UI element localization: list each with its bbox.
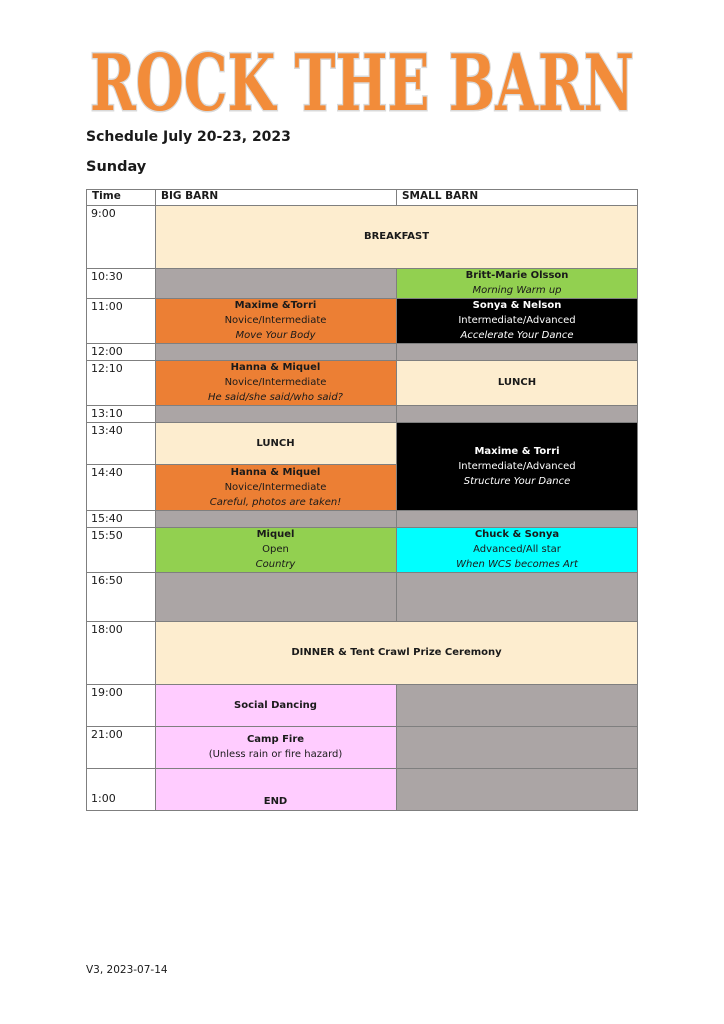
session-level: Intermediate/Advanced (458, 460, 576, 472)
time-label: 15:50 (91, 529, 123, 542)
schedule-title: Schedule July 20-23, 2023 (86, 129, 291, 145)
header-small-barn: SMALL BARN (402, 190, 479, 202)
session-name: Miquel (256, 529, 295, 540)
time-label: 19:00 (91, 686, 123, 699)
dinner-label: DINNER & Tent Crawl Prize Ceremony (291, 647, 502, 658)
gap-cell (396, 726, 638, 768)
session-name: Maxime & Torri (474, 445, 560, 457)
session-level: Open (262, 544, 289, 555)
session-title: Move Your Body (235, 330, 316, 341)
lunch-big-barn-cell (155, 422, 396, 464)
time-label: 11:00 (91, 300, 123, 313)
gap-cell (396, 572, 638, 621)
lunch-label: LUNCH (497, 377, 537, 388)
time-label: 12:10 (91, 362, 123, 375)
miquel-cell (155, 527, 396, 572)
sonya-nelson-cell (396, 298, 638, 343)
gap-cell (155, 405, 396, 422)
session-level: Novice/Intermediate (224, 377, 327, 388)
session-title: Structure Your Dance (463, 475, 571, 487)
gap-cell (155, 343, 396, 360)
session-level: Novice/Intermediate (224, 315, 327, 326)
time-label: 13:10 (91, 407, 123, 420)
day-title: Sunday (86, 159, 147, 175)
session-name: Hanna & Miquel (230, 466, 321, 478)
time-label: 18:00 (91, 623, 123, 636)
session-level: Intermediate/Advanced (458, 315, 576, 326)
svg-text:ROCK THE BARN: ROCK THE BARN (90, 40, 634, 118)
chuck-sonya-cell (396, 527, 638, 572)
gap-cell (396, 343, 638, 360)
gap-cell (155, 268, 396, 298)
session-title: He said/she said/who said? (208, 392, 343, 403)
session-level: Advanced/All star (473, 544, 561, 555)
time-label: 15:40 (91, 512, 123, 525)
gap-cell (396, 510, 638, 527)
header-big-barn: BIG BARN (161, 190, 219, 202)
britt-marie-cell (396, 268, 638, 298)
social-dancing-cell (155, 684, 396, 726)
maxime-torri-small-cell (396, 422, 638, 510)
hanna-miquel-cell (155, 464, 396, 510)
session-level: Novice/Intermediate (224, 481, 327, 493)
session-name: Sonya & Nelson (472, 300, 562, 311)
breakfast-label: BREAKFAST (363, 231, 430, 242)
session-title: Accelerate Your Dance (460, 330, 574, 341)
time-label: 1:00 (91, 792, 116, 805)
gap-cell (396, 405, 638, 422)
session-name: Maxime &Torri (234, 300, 317, 311)
time-label: 12:00 (91, 345, 123, 358)
gap-cell (155, 510, 396, 527)
social-dancing-label: Social Dancing (234, 699, 317, 711)
gap-cell (155, 572, 396, 621)
end-cell (155, 768, 396, 811)
end-label: END (263, 796, 288, 807)
lunch-label: LUNCH (256, 437, 295, 449)
time-label: 21:00 (91, 728, 123, 741)
session-title: Morning Warm up (472, 285, 562, 296)
gap-cell (396, 768, 638, 811)
session-name: Hanna & Miquel (230, 362, 321, 373)
session-name: Chuck & Sonya (474, 529, 560, 540)
camp-fire-cell (155, 726, 396, 768)
dinner-cell (155, 621, 638, 684)
header-time: Time (92, 190, 121, 202)
version-footer: V3, 2023-07-14 (86, 964, 168, 976)
lunch-small-barn-cell (396, 360, 638, 405)
hanna-miquel-cell (155, 360, 396, 405)
schedule-table (86, 189, 638, 811)
camp-fire-note: (Unless rain or fire hazard) (208, 749, 343, 760)
time-label: 16:50 (91, 574, 123, 587)
time-label: 13:40 (91, 424, 123, 437)
camp-fire-label: Camp Fire (246, 734, 305, 745)
gap-cell (396, 684, 638, 726)
time-label: 10:30 (91, 270, 123, 283)
rock-the-barn-logo (86, 40, 638, 118)
session-name: Britt-Marie Olsson (465, 270, 569, 281)
session-title: Careful, photos are taken! (209, 496, 342, 508)
session-title: When WCS becomes Art (456, 559, 578, 570)
time-label: 14:40 (91, 466, 123, 479)
time-label: 9:00 (91, 207, 116, 220)
breakfast-cell (155, 205, 638, 268)
maxime-torri-big-cell (155, 298, 396, 343)
session-title: Country (255, 559, 296, 570)
